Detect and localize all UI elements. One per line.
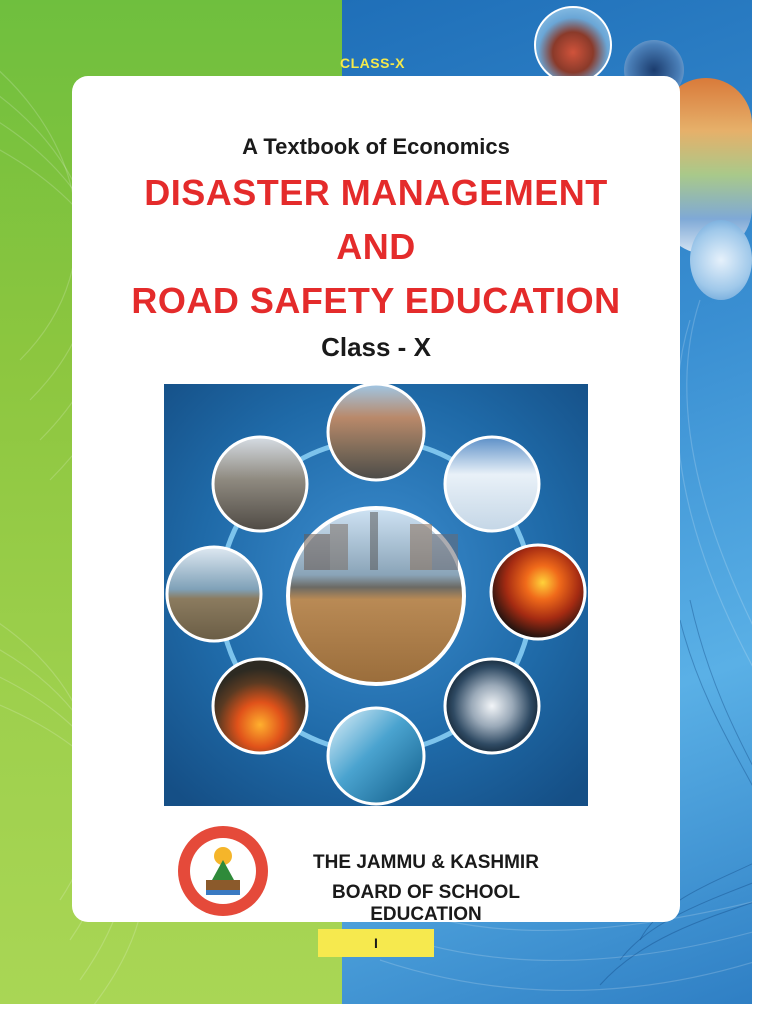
avalanche-photo — [445, 437, 539, 531]
wave-corner-thumbnail — [690, 220, 752, 300]
flood-rescue-photo — [167, 547, 261, 641]
title-card — [72, 76, 680, 925]
disaster-collage — [164, 384, 588, 806]
forest-fire-photo — [213, 659, 307, 753]
class-label: Class - X — [321, 332, 431, 362]
class-tag: CLASS-X — [340, 55, 405, 71]
volcano-eruption-photo — [491, 545, 585, 639]
landslide-road-photo — [328, 384, 424, 480]
tsunami-wave-photo — [328, 708, 424, 804]
book-title-line-1: DISASTER MANAGEMENT — [144, 172, 608, 213]
book-title-line-2: AND — [336, 226, 416, 267]
earthquake-rubble-photo — [213, 437, 307, 531]
book-title-line-3: ROAD SAFETY EDUCATION — [131, 280, 621, 321]
board-name-line-1: THE JAMMU & KASHMIR — [313, 852, 539, 873]
board-emblem-logo — [176, 824, 270, 918]
page-number: I — [318, 929, 434, 957]
book-subtitle: A Textbook of Economics — [242, 134, 510, 159]
volcano-corner-thumbnail — [534, 6, 612, 84]
board-name-line-2: BOARD OF SCHOOL EDUCATION — [332, 882, 520, 925]
cyclone-satellite-photo — [445, 659, 539, 753]
